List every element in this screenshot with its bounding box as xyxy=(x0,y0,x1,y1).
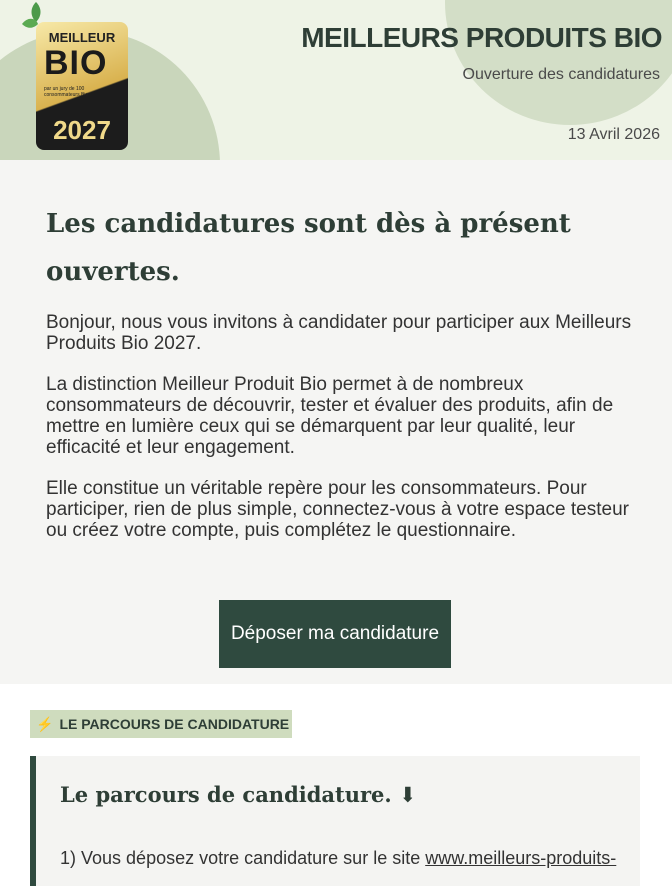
paragraph: Elle constitue un véritable repère pour les consommateurs. Pour participer, rien de plus simple, connectez-vous à votre espace testeur ou créez votre compte, puis complétez le questionnaire. xyxy=(46,478,629,541)
lightning-icon: ⚡ xyxy=(36,715,54,732)
logo-tagline: par un jury de 100 consommateurs Bio xyxy=(44,86,89,98)
newsletter-subtitle: Ouverture des candidatures xyxy=(462,66,660,83)
website-link[interactable]: www.meilleurs-produits- xyxy=(425,848,617,868)
badge-label: LE PARCOURS DE CANDIDATURE xyxy=(59,716,290,732)
submit-application-button[interactable]: Déposer ma candidature xyxy=(219,600,451,668)
decorative-circle xyxy=(445,0,672,125)
logo-text: BIO xyxy=(44,44,108,82)
intro-section xyxy=(0,160,672,684)
meilleur-bio-logo xyxy=(36,22,128,150)
paragraph: La distinction Meilleur Produit Bio permet à de nombreux consommateurs de découvrir, tester et évaluer des produits, afin de mettre en lumière ceux qui se démarquent par leur qualité, leur efficacité et leur engagement. xyxy=(46,374,614,458)
process-card xyxy=(30,756,640,886)
step-1 xyxy=(60,848,616,869)
header-banner xyxy=(0,0,672,160)
logo-year: 2027 xyxy=(53,115,111,145)
paragraph: Bonjour, nous vous invitons à candidater pour participer aux Meilleurs Produits Bio 2027. xyxy=(46,312,632,354)
newsletter-date: 13 Avril 2026 xyxy=(567,126,660,143)
section-badge xyxy=(30,710,292,738)
step-text: 1) Vous déposez votre candidature sur le site xyxy=(60,848,426,868)
logo-text: MEILLEUR xyxy=(48,30,116,45)
main-heading: Les candidatures sont dès à présent ouvertes. xyxy=(46,209,571,287)
card-title: Le parcours de candidature. ⬇ xyxy=(60,782,417,807)
newsletter-title: MEILLEURS PRODUITS BIO xyxy=(301,22,662,53)
